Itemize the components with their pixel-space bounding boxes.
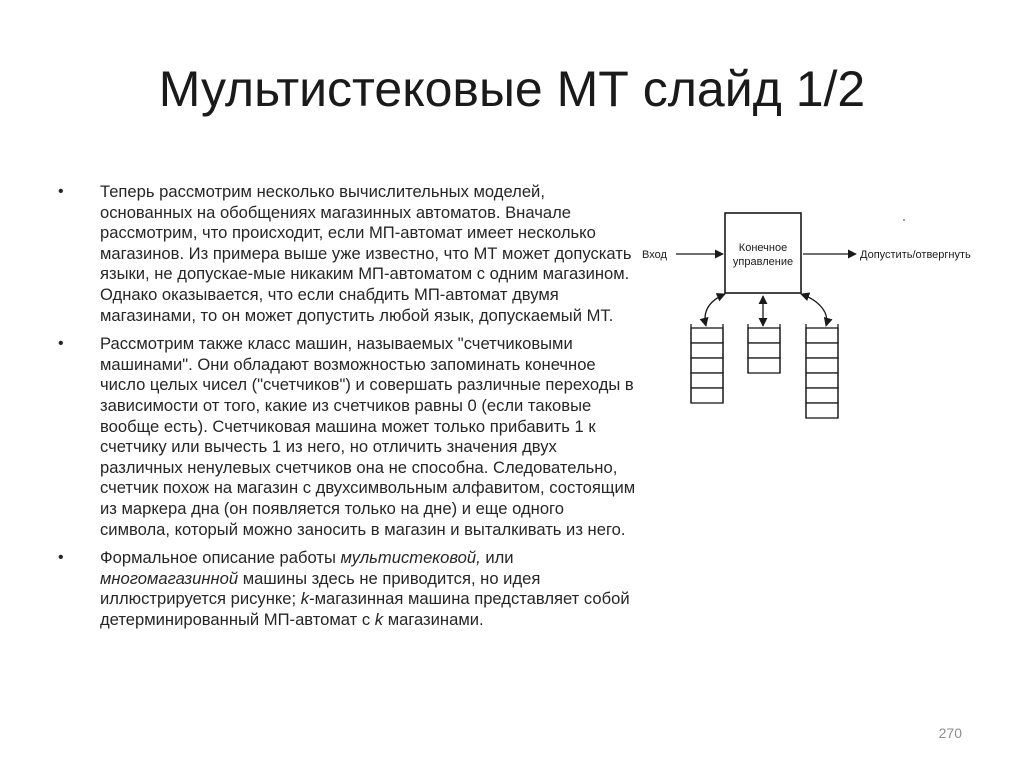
- stacks-group: [691, 324, 838, 418]
- stack-cell: [748, 328, 780, 343]
- stack-cell: [806, 403, 838, 418]
- stack-cell: [806, 343, 838, 358]
- stack-cell: [748, 358, 780, 373]
- stack3-arrow: [801, 294, 827, 326]
- bullet-text-run: Формальное описание работы: [100, 548, 341, 568]
- stack-cell: [806, 328, 838, 343]
- bullet-text-run: k: [374, 609, 384, 629]
- bullet-text-run: или: [480, 548, 514, 568]
- stack-cell: [748, 343, 780, 358]
- input-label: Вход: [642, 249, 667, 261]
- stack-2: [748, 324, 780, 373]
- bullet-text-run: магазинами.: [383, 609, 484, 629]
- bullet-text-run: мультистековой,: [340, 548, 481, 568]
- bullet-text-run: -магазинная машина представляет собой детерминированный МП-автомат с: [100, 589, 630, 629]
- bullet-text-run: машины здесь не приводится, но идея иллюстрируется рисунке;: [100, 568, 541, 609]
- stack-cell: [806, 388, 838, 403]
- slide-title: Мультистековые МТ слайд 1/2: [158, 61, 866, 117]
- output-label: Допустить/отвергнуть: [860, 249, 971, 261]
- bullet-text-run: k: [300, 589, 310, 609]
- stack-cell: [691, 328, 723, 343]
- bullet-item: [58, 182, 638, 326]
- page-number: 270: [938, 725, 962, 741]
- bullet-list: [58, 182, 638, 638]
- diagram-svg: [636, 208, 996, 443]
- bullet-dot-icon: •: [58, 549, 64, 567]
- stack-cell: [806, 358, 838, 373]
- stack-3: [806, 324, 838, 418]
- stack-1: [691, 324, 723, 403]
- control-label-line2: управление: [732, 256, 794, 268]
- stack-cell: [806, 373, 838, 388]
- stack-cell: [691, 343, 723, 358]
- bullet-item: [58, 548, 638, 630]
- bullet-dot-icon: •: [58, 183, 64, 200]
- bullet-item: [58, 334, 638, 540]
- control-label-line1: Конечное: [738, 242, 788, 254]
- bullet-text-run: Рассмотрим также класс машин, называемых "счетчиковыми машинами". Они обладают возможностью запоминать конечное число целых чисел ("счетчиков") и совершать различные переходы в зависимости от того, какие из счетчиков равны 0 (если таковые вообще есть). Счетчиковая машина может только прибавить 1 к счетчику или вычесть 1 из него, но отличить значения двух различных ненулевых счетчиков она не способна. Следовательно, счетчик похож на магазин с двухсимвольным алфавитом, состоящим из маркера дна (он появляется только на дне) и еще одного символа, который можно заносить в магазин и выталкивать из него.: [100, 334, 636, 539]
- stack-cell: [691, 373, 723, 388]
- speck: [903, 219, 905, 221]
- stack1-arrow: [705, 294, 725, 326]
- bullet-text-run: многомагазинной: [100, 568, 239, 588]
- stack-cell: [691, 388, 723, 403]
- bullet-text-run: Теперь рассмотрим несколько вычислительных моделей, основанных на обобщениях магазинных автоматов. Вначале рассмотрим, что происходит, если МП-автомат имеет несколько магазинов. Из примера выше уже известно, что МТ может допускать языки, не допускае-мые никаким МП-автоматом с одним магазином. Однако оказывается, что если снабдить МП-автомат двумя магазинами, то он может допустить любой язык, допускаемый МТ.: [100, 182, 632, 325]
- multistack-diagram: [636, 208, 996, 448]
- stack-cell: [691, 358, 723, 373]
- bullet-dot-icon: •: [58, 335, 64, 353]
